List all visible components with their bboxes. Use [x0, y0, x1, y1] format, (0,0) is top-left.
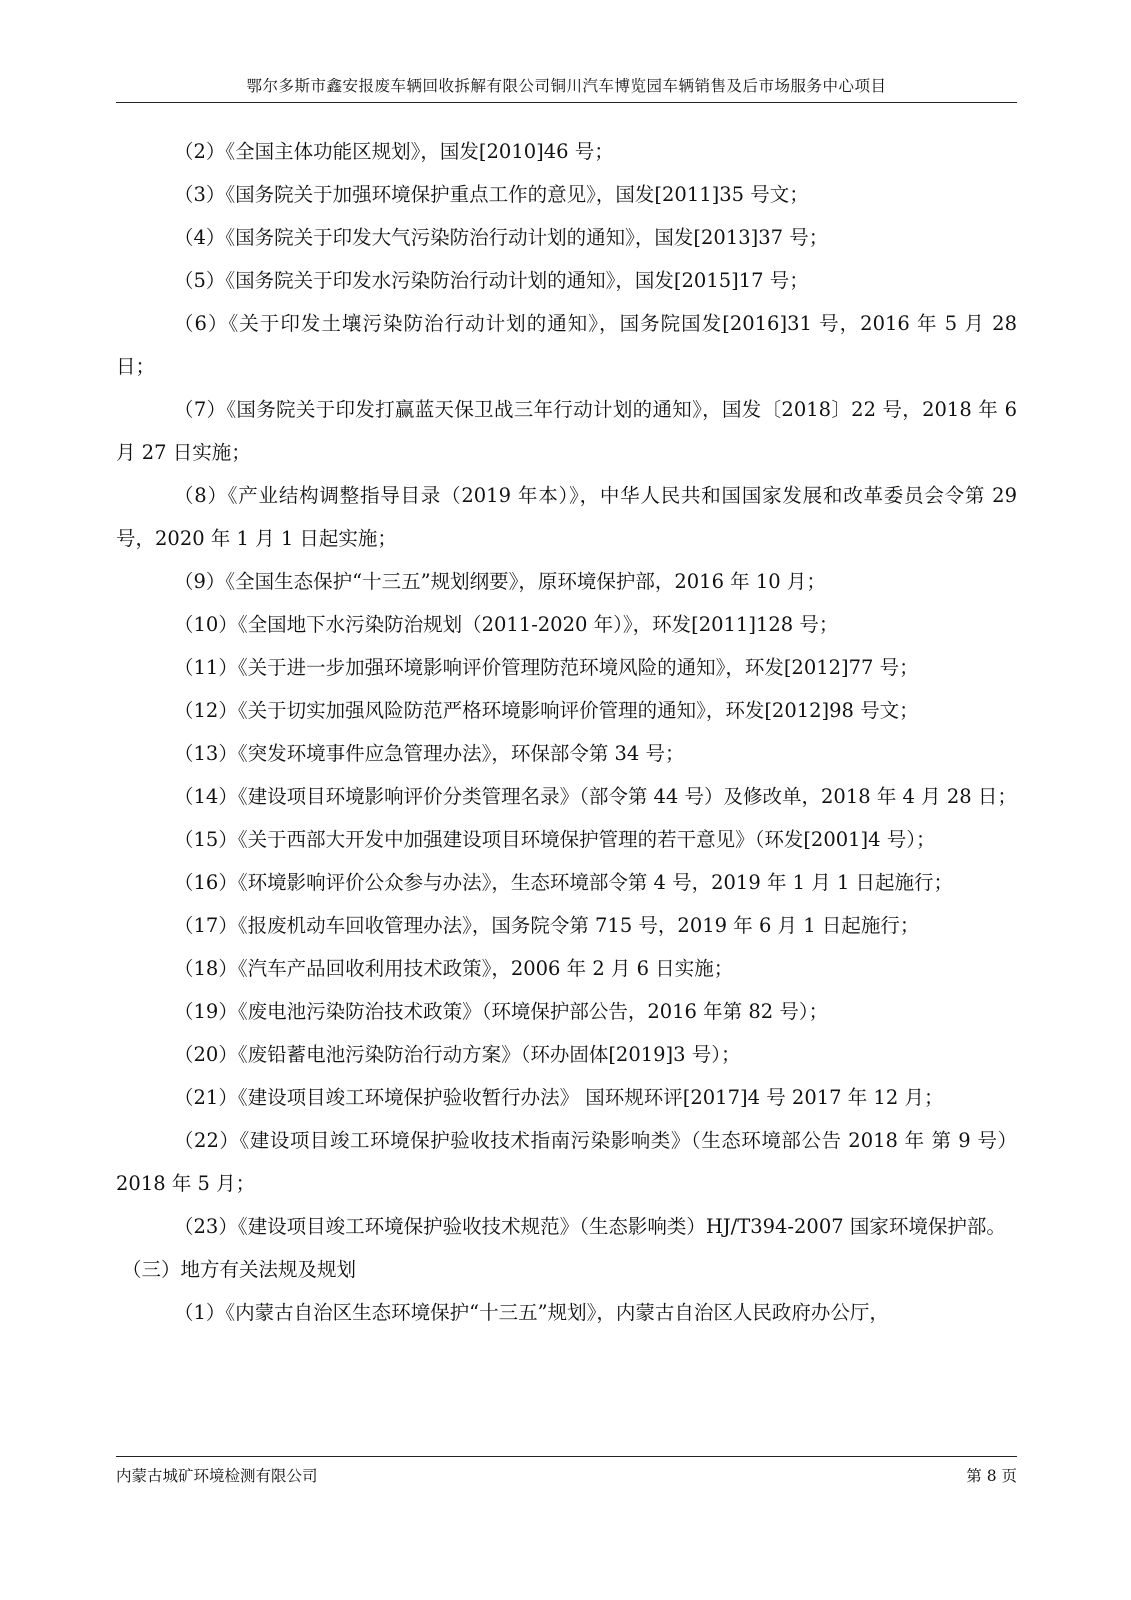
list-item: （5）《国务院关于印发水污染防治行动计划的通知》，国发[2015]17 号； [174, 269, 809, 292]
page-footer [116, 1464, 1017, 1486]
footer-company: 内蒙古城矿环境检测有限公司 [116, 1467, 318, 1485]
list-item: （18）《汽车产品回收利用技术政策》，2006 年 2 月 6 日实施； [174, 957, 734, 980]
section-heading: （三）地方有关法规及规划 [122, 1258, 357, 1281]
list-item: （20）《废铅蓄电池污染防治行动方案》（环办固体[2019]3 号）； [174, 1043, 741, 1066]
list-item: （23）《建设项目竣工环境保护验收技术规范》（生态影响类）HJ/T394-2007 国家环境保护部。 [174, 1215, 1006, 1238]
list-item: （1）《内蒙古自治区生态环境保护“十三五”规划》，内蒙古自治区人民政府办公厅， [174, 1301, 889, 1324]
list-item: （11）《关于进一步加强环境影响评价管理防范环境风险的通知》，环发[2012]77 号； [174, 656, 919, 679]
list-item: （12）《关于切实加强风险防范严格环境影响评价管理的通知》，环发[2012]98 号文； [174, 699, 919, 722]
list-item: （14）《建设项目环境影响评价分类管理名录》（部令第 44 号）及修改单，2018 年 4 月 28 日； [174, 785, 1017, 808]
list-item: （22）《建设项目竣工环境保护验收技术指南污染影响类》（生态环境部公告 2018 年 第 9 号）2018 年 5 月； [116, 1129, 1017, 1195]
list-item: （9）《全国生态保护“十三五”规划纲要》，原环境保护部，2016 年 10 月； [174, 570, 826, 593]
list-item: （10）《全国地下水污染防治规划（2011-2020 年）》，环发[2011]128 号； [174, 613, 839, 636]
list-item: （13）《突发环境事件应急管理办法》，环保部令第 34 号； [174, 742, 685, 765]
list-item: （2）《全国主体功能区规划》，国发[2010]46 号； [174, 140, 614, 163]
list-item: （3）《国务院关于加强环境保护重点工作的意见》，国发[2011]35 号文； [174, 183, 809, 206]
list-item: （7）《国务院关于印发打赢蓝天保卫战三年行动计划的通知》，国发〔2018〕22 号，2018 年 6 月 27 日实施； [116, 398, 1017, 464]
list-item: （6）《关于印发土壤污染防治行动计划的通知》，国务院国发[2016]31 号，2016 年 5 月 28 日； [116, 312, 1017, 378]
list-item: （19）《废电池污染防治技术政策》（环境保护部公告，2016 年第 82 号）； [174, 1000, 829, 1023]
list-item: （4）《国务院关于印发大气污染防治行动计划的通知》，国发[2013]37 号； [174, 226, 829, 249]
page-header: 鄂尔多斯市鑫安报废车辆回收拆解有限公司铜川汽车博览园车辆销售及后市场服务中心项目 [246, 77, 887, 95]
footer-divider [116, 1456, 1017, 1457]
page-number: 第 8 页 [966, 1467, 1017, 1485]
list-item: （16）《环境影响评价公众参与办法》，生态环境部令第 4 号，2019 年 1 月 1 日起施行； [174, 871, 954, 894]
list-item: （15）《关于西部大开发中加强建设项目环境保护管理的若干意见》（环发[2001]4 号）； [174, 828, 936, 851]
list-item: （17）《报废机动车回收管理办法》，国务院令第 715 号，2019 年 6 月 1 日起施行； [174, 914, 920, 937]
list-item: （8）《产业结构调整指导目录（2019 年本）》，中华人民共和国国家发展和改革委员会令第 29 号，2020 年 1 月 1 日起实施； [116, 484, 1017, 550]
header-divider [116, 102, 1017, 103]
document-body [116, 130, 1017, 1334]
list-item: （21）《建设项目竣工环境保护验收暂行办法》 国环规环评[2017]4 号 2017 年 12 月； [174, 1086, 944, 1109]
